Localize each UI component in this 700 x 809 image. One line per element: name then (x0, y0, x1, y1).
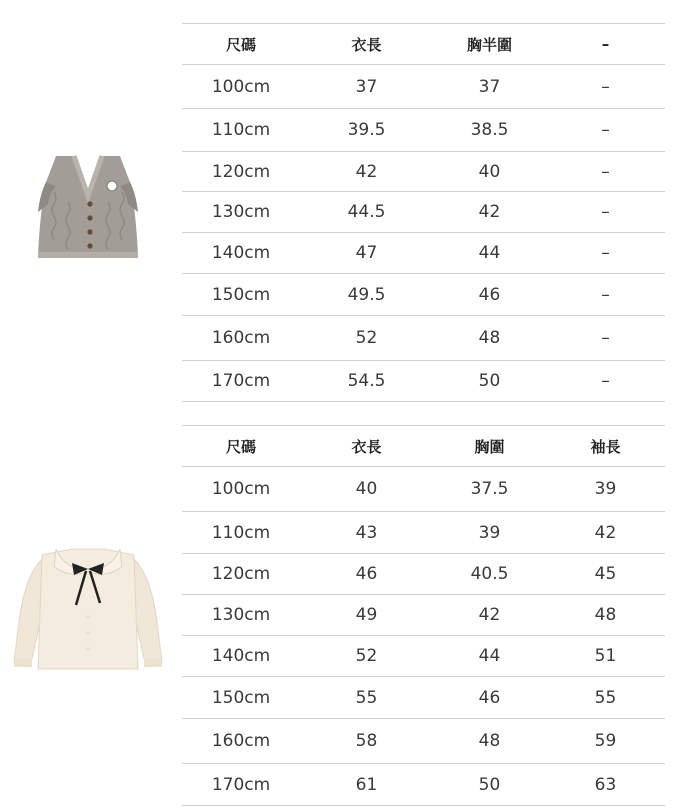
length-cell: 58 (355, 731, 378, 751)
chest-cell: 42 (478, 605, 501, 625)
size-cell: 130cm (211, 202, 271, 222)
sleeve-cell: 42 (594, 522, 617, 543)
size-cell: 170cm (211, 371, 271, 391)
col4-cell: – (601, 76, 610, 97)
length-cell: 46 (355, 564, 378, 584)
size-cell: 100cm (211, 479, 271, 499)
sleeve-cell: 63 (594, 774, 617, 795)
blouse-size-table (182, 425, 665, 806)
length-cell: 47 (355, 243, 378, 263)
header-length: 衣長 (351, 35, 382, 54)
length-cell: 42 (355, 161, 378, 182)
header-size: 尺碼 (225, 35, 256, 54)
chest-cell: 37.5 (470, 479, 509, 499)
size-cell: 120cm (211, 161, 271, 182)
length-cell: 52 (355, 646, 378, 666)
table-row (182, 361, 665, 402)
table-row (182, 65, 665, 109)
chest-cell: 40 (478, 161, 501, 182)
size-cell: 150cm (211, 284, 271, 305)
size-cell: 140cm (211, 243, 271, 263)
size-cell: 160cm (211, 731, 271, 751)
table-row (182, 109, 665, 152)
length-cell: 61 (355, 774, 378, 795)
table-row (182, 192, 665, 233)
header-col4: – (601, 35, 610, 53)
chest-cell: 50 (478, 371, 501, 391)
table-row (182, 554, 665, 595)
length-cell: 43 (355, 522, 378, 543)
table-row (182, 764, 665, 806)
table-row (182, 316, 665, 361)
length-cell: 49.5 (347, 284, 386, 305)
table-row (182, 719, 665, 764)
length-cell: 55 (355, 687, 378, 708)
table-row (182, 274, 665, 316)
header-half-chest: 胸半圍 (466, 35, 512, 54)
table-row (182, 512, 665, 554)
chest-cell: 48 (478, 328, 501, 348)
chest-cell: 46 (478, 687, 501, 708)
size-cell: 170cm (211, 774, 271, 795)
length-cell: 49 (355, 605, 378, 625)
table-row (182, 677, 665, 719)
length-cell: 52 (355, 328, 378, 348)
chest-cell: 42 (478, 202, 501, 222)
chest-cell: 48 (478, 731, 501, 751)
col4-cell: – (601, 120, 610, 140)
chest-cell: 38.5 (470, 120, 509, 140)
chest-cell: 40.5 (470, 564, 509, 584)
length-cell: 54.5 (347, 371, 386, 391)
sleeve-cell: 45 (594, 564, 617, 584)
chest-cell: 44 (478, 646, 501, 666)
sleeve-cell: 48 (594, 605, 617, 625)
sleeve-cell: 39 (594, 479, 617, 499)
chest-cell: 46 (478, 284, 501, 305)
col4-cell: – (601, 371, 610, 391)
chest-cell: 37 (478, 76, 501, 97)
chest-cell: 44 (478, 243, 501, 263)
table-row (182, 636, 665, 677)
size-cell: 140cm (211, 646, 271, 666)
size-cell: 160cm (211, 328, 271, 348)
size-cell: 110cm (211, 120, 271, 140)
table-header-row (182, 425, 665, 467)
chest-cell: 50 (478, 774, 501, 795)
knit-vest-image (34, 152, 142, 262)
bow-blouse-image (12, 545, 164, 670)
header-length: 衣長 (351, 437, 382, 456)
size-cell: 120cm (211, 564, 271, 584)
sleeve-cell: 51 (594, 646, 617, 666)
table-row (182, 152, 665, 192)
table-row (182, 233, 665, 274)
col4-cell: – (601, 161, 610, 182)
sleeve-cell: 55 (594, 687, 617, 708)
table-row (182, 467, 665, 512)
col4-cell: – (601, 328, 610, 348)
chest-cell: 39 (478, 522, 501, 543)
length-cell: 37 (355, 76, 378, 97)
sleeve-cell: 59 (594, 731, 617, 751)
header-size: 尺碼 (225, 437, 256, 456)
table-row (182, 595, 665, 636)
size-cell: 150cm (211, 687, 271, 708)
size-cell: 130cm (211, 605, 271, 625)
col4-cell: – (601, 243, 610, 263)
length-cell: 44.5 (347, 202, 386, 222)
col4-cell: – (601, 284, 610, 305)
header-sleeve: 袖長 (590, 437, 621, 456)
size-cell: 100cm (211, 76, 271, 97)
table-header-row (182, 23, 665, 65)
vest-size-table (182, 23, 665, 402)
header-chest: 胸圍 (474, 437, 505, 456)
col4-cell: – (601, 202, 610, 222)
size-cell: 110cm (211, 522, 271, 543)
length-cell: 39.5 (347, 120, 386, 140)
length-cell: 40 (355, 479, 378, 499)
